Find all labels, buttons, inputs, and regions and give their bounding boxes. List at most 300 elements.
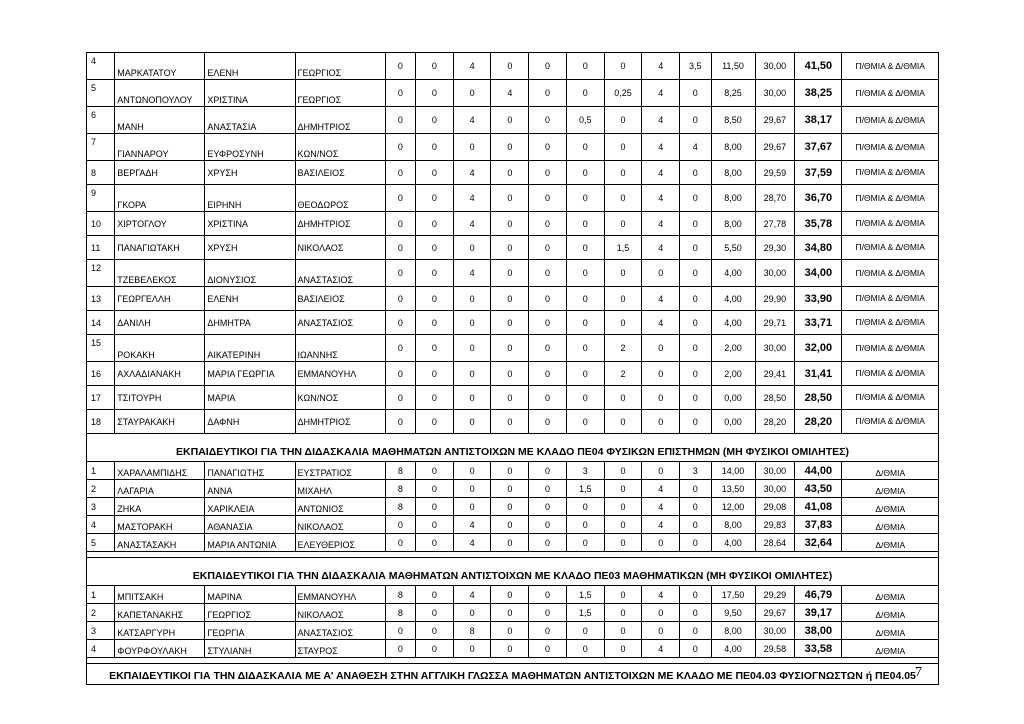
father-name-cell: ΜΙΧΑΗΛ — [295, 480, 385, 498]
score-cell: 4 — [642, 53, 680, 80]
score-cell: 0 — [604, 161, 642, 185]
surname-cell: ΜΑΡΚΑΤΑΤΟΥ — [115, 53, 205, 80]
score-cell: 0 — [529, 462, 567, 480]
score-cell: 4 — [453, 107, 491, 134]
surname-cell: ΔΑΝΙΛΗ — [115, 311, 205, 335]
score-cell: 0 — [680, 622, 711, 640]
row-number: 12 — [87, 260, 115, 287]
score-cell: 0 — [566, 260, 604, 287]
interview-score-cell: 28,20 — [755, 410, 795, 434]
score-cell: 0 — [642, 462, 680, 480]
education-level-cell: Π/ΘΜΙΑ & Δ/ΘΜΙΑ — [842, 410, 939, 434]
score-cell: 0 — [491, 236, 529, 260]
score-cell: 0 — [416, 498, 454, 516]
father-name-cell: ΔΗΜΗΤΡΙΟΣ — [295, 107, 385, 134]
score-cell: 0 — [491, 516, 529, 534]
score-cell: 0 — [385, 287, 415, 311]
table-row — [87, 622, 939, 640]
interview-score-cell: 29,83 — [755, 516, 795, 534]
education-level-cell: Δ/ΘΜΙΑ — [842, 462, 939, 480]
score-cell: 0 — [604, 53, 642, 80]
first-name-cell: ΠΑΝΑΓΙΩΤΗΣ — [205, 462, 295, 480]
table-row — [87, 161, 939, 185]
subtotal-cell: 4,00 — [711, 534, 755, 552]
surname-cell: ΓΕΩΡΓΕΛΛΗ — [115, 287, 205, 311]
education-level-cell: Π/ΘΜΙΑ & Δ/ΘΜΙΑ — [842, 80, 939, 107]
score-cell: 0 — [416, 386, 454, 410]
score-cell: 0 — [416, 287, 454, 311]
score-cell: 4 — [642, 236, 680, 260]
score-cell: 4 — [453, 212, 491, 236]
row-number: 6 — [87, 107, 115, 134]
score-cell: 0 — [566, 386, 604, 410]
subtotal-cell: 0,00 — [711, 410, 755, 434]
score-cell: 0 — [566, 212, 604, 236]
surname-cell: ΖΗΚΑ — [115, 498, 205, 516]
total-score-cell: 44,00 — [795, 462, 842, 480]
score-cell: 4 — [642, 107, 680, 134]
father-name-cell: ΓΕΩΡΓΙΟΣ — [295, 53, 385, 80]
father-name-cell: ΘΕΟΔΩΡΟΣ — [295, 185, 385, 212]
section-pe0403-body — [87, 664, 939, 685]
interview-score-cell: 28,70 — [755, 185, 795, 212]
total-score-cell: 38,17 — [795, 107, 842, 134]
first-name-cell: ΓΕΩΡΓΙΑ — [205, 622, 295, 640]
row-number: 2 — [87, 604, 115, 622]
score-cell: 1,5 — [566, 480, 604, 498]
interview-score-cell: 30,00 — [755, 462, 795, 480]
surname-cell: ΑΝΤΩΝΟΠΟΥΛΟΥ — [115, 80, 205, 107]
score-cell: 0 — [642, 622, 680, 640]
score-cell: 0 — [604, 604, 642, 622]
interview-score-cell: 29,71 — [755, 311, 795, 335]
row-number: 4 — [87, 516, 115, 534]
subtotal-cell: 9,50 — [711, 604, 755, 622]
total-score-cell: 33,90 — [795, 287, 842, 311]
score-cell: 0 — [491, 260, 529, 287]
page-number: 7 — [915, 665, 922, 680]
education-level-cell: Δ/ΘΜΙΑ — [842, 604, 939, 622]
education-level-cell: Π/ΘΜΙΑ & Δ/ΘΜΙΑ — [842, 107, 939, 134]
surname-cell: ΜΠΙΤΣΑΚΗ — [115, 586, 205, 604]
surname-cell: ΛΑΓΑΡΙΑ — [115, 480, 205, 498]
subtotal-cell: 14,00 — [711, 462, 755, 480]
score-cell: 0 — [416, 185, 454, 212]
score-cell: 0 — [416, 335, 454, 362]
score-cell: 0 — [416, 134, 454, 161]
score-cell: 0 — [416, 534, 454, 552]
score-cell: 0 — [529, 311, 567, 335]
table-row — [87, 53, 939, 80]
interview-score-cell: 29,67 — [755, 604, 795, 622]
first-name-cell: ΣΤΥΛΙΑΝΗ — [205, 640, 295, 658]
score-cell: 4 — [453, 53, 491, 80]
score-cell: 3,5 — [680, 53, 711, 80]
first-name-cell: ΧΡΙΣΤΙΝΑ — [205, 80, 295, 107]
total-score-cell: 33,71 — [795, 311, 842, 335]
score-cell: 0 — [385, 410, 415, 434]
score-cell: 1,5 — [604, 236, 642, 260]
education-level-cell: Π/ΘΜΙΑ & Δ/ΘΜΙΑ — [842, 335, 939, 362]
score-cell: 0 — [604, 311, 642, 335]
score-cell: 0 — [529, 604, 567, 622]
score-cell: 0,5 — [566, 107, 604, 134]
score-cell: 4 — [642, 134, 680, 161]
score-cell: 0 — [453, 287, 491, 311]
table-row — [87, 462, 939, 480]
score-cell: 2 — [604, 362, 642, 386]
score-cell: 0 — [566, 53, 604, 80]
score-cell: 0 — [529, 107, 567, 134]
subtotal-cell: 8,00 — [711, 622, 755, 640]
education-level-cell: Δ/ΘΜΙΑ — [842, 516, 939, 534]
score-cell: 0 — [491, 534, 529, 552]
score-cell: 0 — [604, 386, 642, 410]
score-cell: 0 — [566, 287, 604, 311]
score-cell: 0 — [491, 586, 529, 604]
score-cell: 0 — [416, 236, 454, 260]
table-row — [87, 335, 939, 362]
education-level-cell: Δ/ΘΜΙΑ — [842, 640, 939, 658]
education-level-cell: Δ/ΘΜΙΑ — [842, 534, 939, 552]
score-cell: 4 — [642, 480, 680, 498]
score-cell: 0 — [529, 161, 567, 185]
score-cell: 4 — [642, 516, 680, 534]
score-cell: 1,5 — [566, 586, 604, 604]
education-level-cell: Δ/ΘΜΙΑ — [842, 622, 939, 640]
first-name-cell: ΔΙΟΝΥΣΙΟΣ — [205, 260, 295, 287]
score-cell: 0 — [680, 311, 711, 335]
row-number: 13 — [87, 287, 115, 311]
interview-score-cell: 30,00 — [755, 622, 795, 640]
score-cell: 4 — [642, 161, 680, 185]
score-cell: 0 — [680, 335, 711, 362]
education-level-cell: Π/ΘΜΙΑ & Δ/ΘΜΙΑ — [842, 260, 939, 287]
father-name-cell: ΒΑΣΙΛΕΙΟΣ — [295, 287, 385, 311]
section-pe04-body — [87, 434, 939, 558]
score-cell: 0 — [680, 586, 711, 604]
score-cell: 0 — [566, 534, 604, 552]
score-cell: 8 — [385, 586, 415, 604]
score-cell: 0 — [529, 362, 567, 386]
surname-cell: ΓΚΟΡΑ — [115, 185, 205, 212]
score-cell: 0 — [453, 640, 491, 658]
score-cell: 0 — [680, 480, 711, 498]
score-cell: 0 — [604, 586, 642, 604]
score-cell: 0 — [453, 311, 491, 335]
score-cell: 0 — [491, 311, 529, 335]
score-cell: 0 — [491, 498, 529, 516]
first-name-cell: ΑΝΑΣΤΑΣΙΑ — [205, 107, 295, 134]
subtotal-cell: 4,00 — [711, 311, 755, 335]
subtotal-cell: 4,00 — [711, 640, 755, 658]
interview-score-cell: 30,00 — [755, 480, 795, 498]
row-number: 17 — [87, 386, 115, 410]
interview-score-cell: 30,00 — [755, 335, 795, 362]
interview-score-cell: 29,30 — [755, 236, 795, 260]
subtotal-cell: 2,00 — [711, 362, 755, 386]
score-cell: 0 — [529, 480, 567, 498]
score-cell: 0 — [680, 386, 711, 410]
row-number: 5 — [87, 80, 115, 107]
father-name-cell: ΕΛΕΥΘΕΡΙΟΣ — [295, 534, 385, 552]
score-cell: 4 — [642, 311, 680, 335]
total-score-cell: 43,50 — [795, 480, 842, 498]
table-row — [87, 107, 939, 134]
section-header-pe0403: ΕΚΠΑΙΔΕΥΤΙΚΟΙ ΓΙΑ ΤΗΝ ΔΙΔΑΣΚΑΛΙΑ ΜΕ Α' ΑΝΑΘΕΣΗ ΣΤΗΝ ΑΓΓΛΙΚΗ ΓΛΩΣΣΑ ΜΑΘΗΜΑΤΩΝ ΑΝΤΙΣΤΟΙΧΩΝ ΜΕ ΚΛΑΔΟ ΜΕ ΠΕ04.03 ΦΥΣΙΟΓΝΩΣΤΩΝ ή ΠΕ04.05 — [87, 664, 939, 685]
score-cell: 0 — [416, 410, 454, 434]
table-row — [87, 516, 939, 534]
total-score-cell: 35,78 — [795, 212, 842, 236]
score-cell: 0 — [529, 622, 567, 640]
score-cell: 4 — [642, 212, 680, 236]
interview-score-cell: 29,29 — [755, 586, 795, 604]
score-cell: 4 — [642, 287, 680, 311]
score-cell: 0 — [491, 480, 529, 498]
education-level-cell: Π/ΘΜΙΑ & Δ/ΘΜΙΑ — [842, 161, 939, 185]
score-cell: 8 — [453, 622, 491, 640]
father-name-cell: ΑΝΑΣΤΑΣΙΟΣ — [295, 311, 385, 335]
father-name-cell: ΑΝΑΣΤΑΣΙΟΣ — [295, 260, 385, 287]
subtotal-cell: 11,50 — [711, 53, 755, 80]
table-row — [87, 604, 939, 622]
score-cell: 0 — [604, 107, 642, 134]
score-cell: 3 — [680, 462, 711, 480]
row-number: 16 — [87, 362, 115, 386]
score-cell: 0 — [566, 161, 604, 185]
table-row — [87, 410, 939, 434]
first-name-cell: ΜΑΡΙΝΑ — [205, 586, 295, 604]
score-cell: 0,25 — [604, 80, 642, 107]
score-cell: 0 — [566, 185, 604, 212]
score-cell: 0 — [529, 53, 567, 80]
score-cell: 0 — [642, 362, 680, 386]
total-score-cell: 36,70 — [795, 185, 842, 212]
interview-score-cell: 27,78 — [755, 212, 795, 236]
score-cell: 0 — [453, 80, 491, 107]
first-name-cell: ΧΡΙΣΤΙΝΑ — [205, 212, 295, 236]
total-score-cell: 28,50 — [795, 386, 842, 410]
score-cell: 0 — [566, 134, 604, 161]
score-cell: 4 — [642, 498, 680, 516]
first-name-cell: ΑΙΚΑΤΕΡΙΝΗ — [205, 335, 295, 362]
score-cell: 4 — [680, 134, 711, 161]
score-cell: 0 — [604, 534, 642, 552]
score-cell: 0 — [680, 534, 711, 552]
father-name-cell: ΕΜΜΑΝΟΥΗΛ — [295, 586, 385, 604]
score-cell: 0 — [529, 386, 567, 410]
subtotal-cell: 2,00 — [711, 335, 755, 362]
score-cell: 0 — [642, 534, 680, 552]
score-cell: 0 — [491, 335, 529, 362]
father-name-cell: ΒΑΣΙΛΕΙΟΣ — [295, 161, 385, 185]
interview-score-cell: 30,00 — [755, 260, 795, 287]
score-cell: 0 — [529, 80, 567, 107]
score-cell: 0 — [453, 335, 491, 362]
score-cell: 0 — [604, 640, 642, 658]
section-1-body — [87, 53, 939, 434]
score-cell: 0 — [566, 516, 604, 534]
father-name-cell: ΝΙΚΟΛΑΟΣ — [295, 516, 385, 534]
first-name-cell: ΜΑΡΙΑ ΓΕΩΡΓΙΑ — [205, 362, 295, 386]
score-cell: 4 — [453, 516, 491, 534]
score-cell: 0 — [680, 498, 711, 516]
score-cell: 0 — [416, 53, 454, 80]
score-cell: 0 — [604, 462, 642, 480]
score-cell: 4 — [453, 534, 491, 552]
score-cell: 0 — [642, 604, 680, 622]
score-cell: 0 — [385, 311, 415, 335]
education-level-cell: Π/ΘΜΙΑ & Δ/ΘΜΙΑ — [842, 212, 939, 236]
score-cell: 0 — [529, 335, 567, 362]
surname-cell: ΤΣΙΤΟΥΡΗ — [115, 386, 205, 410]
score-cell: 0 — [416, 622, 454, 640]
score-cell: 0 — [453, 604, 491, 622]
score-cell: 0 — [491, 287, 529, 311]
total-score-cell: 38,00 — [795, 622, 842, 640]
score-cell: 0 — [642, 410, 680, 434]
father-name-cell: ΝΙΚΟΛΑΟΣ — [295, 604, 385, 622]
score-cell: 0 — [385, 236, 415, 260]
score-cell: 0 — [604, 185, 642, 212]
row-number: 5 — [87, 534, 115, 552]
table-row — [87, 212, 939, 236]
education-level-cell: Π/ΘΜΙΑ & Δ/ΘΜΙΑ — [842, 53, 939, 80]
row-number: 11 — [87, 236, 115, 260]
score-cell: 0 — [385, 386, 415, 410]
ranking-table — [86, 52, 939, 685]
surname-cell: ΚΑΤΣΑΡΓΥΡΗ — [115, 622, 205, 640]
table-row — [87, 134, 939, 161]
first-name-cell: ΔΑΦΝΗ — [205, 410, 295, 434]
score-cell: 0 — [680, 107, 711, 134]
score-cell: 0 — [604, 410, 642, 434]
total-score-cell: 39,17 — [795, 604, 842, 622]
interview-score-cell: 29,08 — [755, 498, 795, 516]
subtotal-cell: 8,25 — [711, 80, 755, 107]
first-name-cell: ΔΗΜΗΤΡΑ — [205, 311, 295, 335]
score-cell: 0 — [453, 498, 491, 516]
score-cell: 0 — [453, 480, 491, 498]
score-cell: 0 — [385, 516, 415, 534]
score-cell: 0 — [604, 212, 642, 236]
interview-score-cell: 29,41 — [755, 362, 795, 386]
surname-cell: ΧΑΡΑΛΑΜΠΙΔΗΣ — [115, 462, 205, 480]
row-number: 10 — [87, 212, 115, 236]
table-row — [87, 386, 939, 410]
score-cell: 0 — [453, 386, 491, 410]
score-cell: 0 — [385, 134, 415, 161]
row-number: 14 — [87, 311, 115, 335]
score-cell: 4 — [453, 185, 491, 212]
table-row — [87, 480, 939, 498]
interview-score-cell: 30,00 — [755, 80, 795, 107]
score-cell: 0 — [491, 462, 529, 480]
row-number: 9 — [87, 185, 115, 212]
total-score-cell: 32,64 — [795, 534, 842, 552]
subtotal-cell: 12,00 — [711, 498, 755, 516]
surname-cell: ΦΟΥΡΦΟΥΛΑΚΗ — [115, 640, 205, 658]
row-number: 3 — [87, 498, 115, 516]
table-row — [87, 640, 939, 658]
surname-cell: ΚΑΠΕΤΑΝΑΚΗΣ — [115, 604, 205, 622]
score-cell: 0 — [385, 534, 415, 552]
score-cell: 8 — [385, 480, 415, 498]
first-name-cell: ΧΡΥΣΗ — [205, 236, 295, 260]
score-cell: 0 — [604, 498, 642, 516]
interview-score-cell: 29,67 — [755, 134, 795, 161]
score-cell: 4 — [642, 80, 680, 107]
first-name-cell: ΕΙΡΗΝΗ — [205, 185, 295, 212]
surname-cell: ΡΟΚΑΚΗ — [115, 335, 205, 362]
subtotal-cell: 8,00 — [711, 516, 755, 534]
surname-cell: ΓΙΑΝΝΑΡΟΥ — [115, 134, 205, 161]
father-name-cell: ΕΥΣΤΡΑΤΙΟΣ — [295, 462, 385, 480]
score-cell: 0 — [491, 410, 529, 434]
table-row — [87, 236, 939, 260]
score-cell: 0 — [385, 107, 415, 134]
first-name-cell: ΕΛΕΝΗ — [205, 287, 295, 311]
score-cell: 0 — [529, 516, 567, 534]
score-cell: 0 — [453, 134, 491, 161]
row-number: 1 — [87, 586, 115, 604]
score-cell: 0 — [566, 362, 604, 386]
first-name-cell: ΑΝΝΑ — [205, 480, 295, 498]
score-cell: 0 — [680, 362, 711, 386]
total-score-cell: 34,00 — [795, 260, 842, 287]
score-cell: 1,5 — [566, 604, 604, 622]
score-cell: 0 — [604, 287, 642, 311]
father-name-cell: ΕΜΜΑΝΟΥΗΛ — [295, 362, 385, 386]
score-cell: 0 — [529, 212, 567, 236]
table-row — [87, 311, 939, 335]
education-level-cell: Π/ΘΜΙΑ & Δ/ΘΜΙΑ — [842, 236, 939, 260]
score-cell: 0 — [642, 386, 680, 410]
score-cell: 0 — [491, 362, 529, 386]
table-row — [87, 498, 939, 516]
education-level-cell: Π/ΘΜΙΑ & Δ/ΘΜΙΑ — [842, 134, 939, 161]
row-number: 15 — [87, 335, 115, 362]
score-cell: 0 — [416, 311, 454, 335]
surname-cell: ΜΑΣΤΟΡΑΚΗ — [115, 516, 205, 534]
father-name-cell: ΑΝΑΣΤΑΣΙΟΣ — [295, 622, 385, 640]
score-cell: 0 — [604, 622, 642, 640]
row-number: 8 — [87, 161, 115, 185]
row-number: 4 — [87, 53, 115, 80]
score-cell: 0 — [680, 212, 711, 236]
score-cell: 0 — [491, 161, 529, 185]
score-cell: 0 — [604, 480, 642, 498]
surname-cell: ΣΤΑΥΡΑΚΑΚΗ — [115, 410, 205, 434]
total-score-cell: 31,41 — [795, 362, 842, 386]
score-cell: 0 — [491, 604, 529, 622]
score-cell: 0 — [529, 287, 567, 311]
father-name-cell: ΚΩΝ/ΝΟΣ — [295, 134, 385, 161]
score-cell: 0 — [529, 260, 567, 287]
score-cell: 0 — [416, 640, 454, 658]
first-name-cell: ΕΥΦΡΟΣΥΝΗ — [205, 134, 295, 161]
score-cell: 0 — [680, 260, 711, 287]
father-name-cell: ΑΝΤΩΝΙΟΣ — [295, 498, 385, 516]
subtotal-cell: 4,00 — [711, 260, 755, 287]
section-header-pe03: ΕΚΠΑΙΔΕΥΤΙΚΟΙ ΓΙΑ ΤΗΝ ΔΙΔΑΣΚΑΛΙΑ ΜΑΘΗΜΑΤΩΝ ΑΝΤΙΣΤΟΙΧΩΝ ΜΕ ΚΛΑΔΟ ΠΕ03 ΜΑΘΗΜΑΤΙΚΩΝ (ΜΗ ΦΥΣΙΚΟΙ ΟΜΙΛΗΤΕΣ) — [87, 558, 939, 586]
score-cell: 0 — [416, 586, 454, 604]
table-row — [87, 80, 939, 107]
score-cell: 0 — [604, 260, 642, 287]
table-row — [87, 534, 939, 552]
subtotal-cell: 8,00 — [711, 134, 755, 161]
score-cell: 0 — [385, 622, 415, 640]
